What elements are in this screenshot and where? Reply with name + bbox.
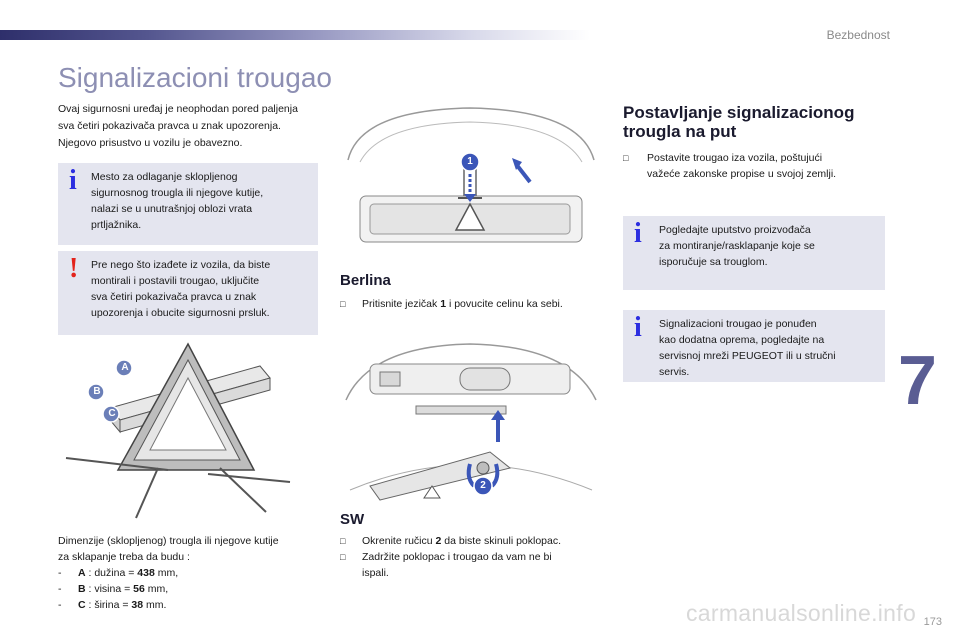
intro-line: Njegovo prisustvo u vozilu je obavezno.: [58, 137, 243, 149]
header-gradient-bar: [0, 30, 590, 40]
sw-trunk-illustration: [340, 340, 602, 502]
bullet-icon: □: [340, 552, 346, 562]
info-line: za montiranje/rasklapanje koje se: [659, 240, 815, 252]
info-box-text: [91, 169, 313, 233]
intro-line: Ovaj sigurnosni uređaj je neophodan pored paljenja: [58, 103, 298, 115]
info-box-text: [659, 316, 881, 380]
sw-label-2: 2: [480, 480, 486, 491]
sw-step-2: □ Zadržite poklopac i trougao da vam ne bi: [340, 551, 552, 563]
label-c: C: [108, 408, 116, 419]
berlina-heading: Berlina: [340, 272, 391, 289]
info-line: sigurnosnog trougla ili njegove kutije,: [91, 187, 264, 199]
page-title: Signalizacioni trougao: [58, 62, 332, 93]
intro-line: sva četiri pokazivača pravca u znak upozorenja.: [58, 120, 281, 132]
sw-step-1: □ Okrenite ručicu 2 da biste skinuli poklopac.: [340, 535, 562, 547]
warning-box: [58, 251, 318, 335]
placement-heading-line: trougla na put: [623, 122, 737, 141]
info-box-manufacturer: [623, 216, 885, 290]
dimensions-text: [58, 533, 328, 613]
dimensions-intro-line: za sklapanje treba da budu :: [58, 551, 190, 563]
info-line: Signalizacioni trougao je ponuđen: [659, 318, 817, 330]
placement-heading: [623, 103, 854, 141]
sw-step-2-continuation: ispali.: [362, 567, 389, 579]
placement-heading-line: Postavljanje signalizacionog: [623, 103, 855, 122]
warning-line: Pre nego što izađete iz vozila, da biste: [91, 259, 271, 271]
intro-paragraph: [58, 101, 320, 152]
info-icon: i: [634, 312, 642, 343]
berlina-instruction: □ Pritisnite jezičak 1 i povucite celinu ka sebi.: [340, 298, 563, 310]
sw-heading: SW: [340, 511, 365, 528]
bullet-icon: □: [340, 299, 346, 309]
warning-box-text: [91, 257, 315, 321]
bullet-icon: □: [340, 536, 346, 546]
info-line: servisnoj mreži PEUGEOT ili u stručni: [659, 350, 836, 362]
label-a: A: [121, 362, 129, 373]
info-box-accessory: [623, 310, 885, 382]
info-line: servis.: [659, 366, 690, 378]
info-line: kao dodatna oprema, pogledajte na: [659, 334, 825, 346]
info-line: prtljažnika.: [91, 219, 142, 231]
berlina-trunk-illustration: [340, 100, 602, 258]
page-number: 173: [923, 616, 942, 628]
chapter-number: 7: [898, 341, 937, 419]
bullet-icon: □: [623, 153, 629, 163]
warning-icon: !: [69, 253, 79, 284]
info-line: Pogledajte uputstvo proizvođača: [659, 224, 811, 236]
sw-instructions: [340, 533, 615, 581]
placement-line: važeće zakonske propise u svojoj zemlji.: [647, 168, 837, 180]
info-icon: i: [634, 218, 642, 249]
dimension-item-b: - B : visina = 56 mm,: [58, 583, 169, 595]
label-b: B: [93, 386, 101, 397]
berlina-label-1: 1: [467, 156, 473, 167]
info-line: nalazi se u unutrašnjoj oblozi vrata: [91, 203, 253, 215]
warning-triangle-illustration: [58, 340, 320, 530]
dimension-item-c: - C : širina = 38 mm.: [58, 599, 167, 611]
dimensions-intro-line: Dimenzije (sklopljenog) trougla ili njegove kutije: [58, 535, 279, 547]
watermark: carmanualsonline.info: [686, 600, 917, 626]
info-box-text: [659, 222, 881, 270]
placement-instruction: [623, 150, 893, 182]
info-box-storage: [58, 163, 318, 245]
info-icon: i: [69, 165, 77, 196]
warning-line: sva četiri pokazivača pravca u znak: [91, 291, 257, 303]
warning-line: montirali i postavili trougao, uključite: [91, 275, 260, 287]
dimension-item-a: - A : dužina = 438 mm,: [58, 567, 179, 579]
section-title: Bezbednost: [826, 28, 890, 42]
warning-line: upozorenja i obucite sigurnosni prsluk.: [91, 307, 270, 319]
placement-line: □ Postavite trougao iza vozila, poštujući: [623, 152, 823, 164]
info-line: isporučuje sa trouglom.: [659, 256, 768, 268]
info-line: Mesto za odlaganje sklopljenog: [91, 171, 238, 183]
